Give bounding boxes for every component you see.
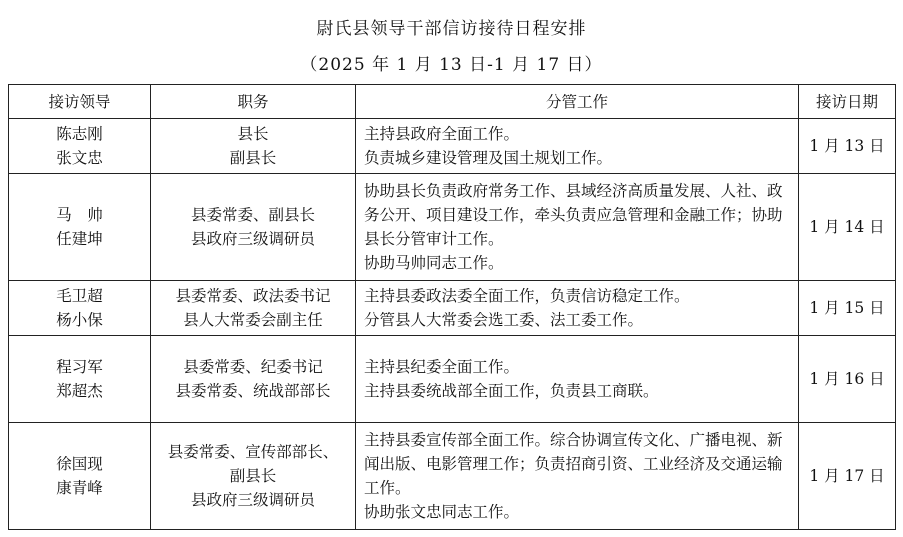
position-cell xyxy=(151,423,356,530)
header-leader: 接访领导 xyxy=(9,85,151,119)
leader-name: 马 帅 xyxy=(56,206,103,224)
position-text: 县政府三级调研员 xyxy=(190,491,315,509)
duty-text: 主持县委宣传部全面工作。综合协调宣传文化、广播电视、新闻出版、电影管理工作；负责招商引资、工业经济及交通运输工作。 xyxy=(364,431,783,497)
leader-name: 徐国现 xyxy=(56,455,103,473)
leader-cell xyxy=(9,174,151,281)
leader-name: 杨小保 xyxy=(56,311,103,329)
document-title: 尉氏县领导干部信访接待日程安排 xyxy=(316,19,587,39)
position-cell xyxy=(151,336,356,423)
date-cell: 1 月 17 日 xyxy=(799,423,896,530)
position-text: 县人大常委会副主任 xyxy=(183,311,323,329)
header-position: 职务 xyxy=(151,85,356,119)
document-subtitle: （2025 年 1 月 13 日-1 月 17 日） xyxy=(300,55,603,75)
duty-text: 主持县政府全面工作。 xyxy=(364,125,520,143)
position-text: 县委常委、纪委书记 xyxy=(183,358,323,376)
position-text: 县委常委、副县长 xyxy=(190,206,315,224)
leader-name: 张文忠 xyxy=(56,149,103,167)
date-cell: 1 月 14 日 xyxy=(799,174,896,281)
leader-name: 任建坤 xyxy=(56,230,103,248)
leader-name: 毛卫超 xyxy=(56,287,103,305)
date-cell: 1 月 15 日 xyxy=(799,281,896,336)
position-text: 县委常委、政法委书记 xyxy=(175,287,331,305)
leader-cell xyxy=(9,281,151,336)
leader-name: 陈志刚 xyxy=(56,125,103,143)
leader-cell xyxy=(9,423,151,530)
table-row xyxy=(9,119,896,174)
position-cell xyxy=(151,281,356,336)
position-text: 副县长 xyxy=(229,149,277,167)
duty-text: 分管县人大常委会选工委、法工委工作。 xyxy=(364,311,644,329)
duties-cell xyxy=(356,174,799,281)
position-text: 副县长 xyxy=(229,467,277,485)
position-cell xyxy=(151,119,356,174)
duty-text: 主持县委政法委全面工作，负责信访稳定工作。 xyxy=(364,287,690,305)
duties-cell xyxy=(356,119,799,174)
header-date: 接访日期 xyxy=(799,85,896,119)
duty-text: 主持县纪委全面工作。 xyxy=(364,358,520,376)
duties-cell xyxy=(356,281,799,336)
position-text: 县委常委、宣传部部长、 xyxy=(167,443,339,461)
leader-cell xyxy=(9,119,151,174)
header-duties: 分管工作 xyxy=(356,85,799,119)
leader-name: 康青峰 xyxy=(56,479,103,497)
leader-cell xyxy=(9,336,151,423)
position-text: 县委常委、统战部部长 xyxy=(175,382,331,400)
duty-text: 主持县委统战部全面工作，负责县工商联。 xyxy=(364,382,659,400)
duty-text: 协助马帅同志工作。 xyxy=(364,254,504,272)
position-text: 县长 xyxy=(237,125,269,143)
duties-cell xyxy=(356,336,799,423)
date-cell: 1 月 16 日 xyxy=(799,336,896,423)
leader-name: 郑超杰 xyxy=(56,382,103,400)
duty-text: 协助张文忠同志工作。 xyxy=(364,503,520,521)
table-row xyxy=(9,336,896,423)
duty-text: 负责城乡建设管理及国土规划工作。 xyxy=(364,149,613,167)
position-cell xyxy=(151,174,356,281)
table-row xyxy=(9,174,896,281)
date-cell: 1 月 13 日 xyxy=(799,119,896,174)
table-row xyxy=(9,281,896,336)
table-row xyxy=(9,423,896,530)
position-text: 县政府三级调研员 xyxy=(190,230,315,248)
leader-name: 程习军 xyxy=(56,358,103,376)
schedule-table xyxy=(8,84,896,530)
duty-text: 协助县长负责政府常务工作、县域经济高质量发展、人社、政务公开、项目建设工作，牵头负责应急管理和金融工作；协助县长分管审计工作。 xyxy=(364,182,783,248)
duties-cell xyxy=(356,423,799,530)
table-header-row xyxy=(9,85,896,119)
